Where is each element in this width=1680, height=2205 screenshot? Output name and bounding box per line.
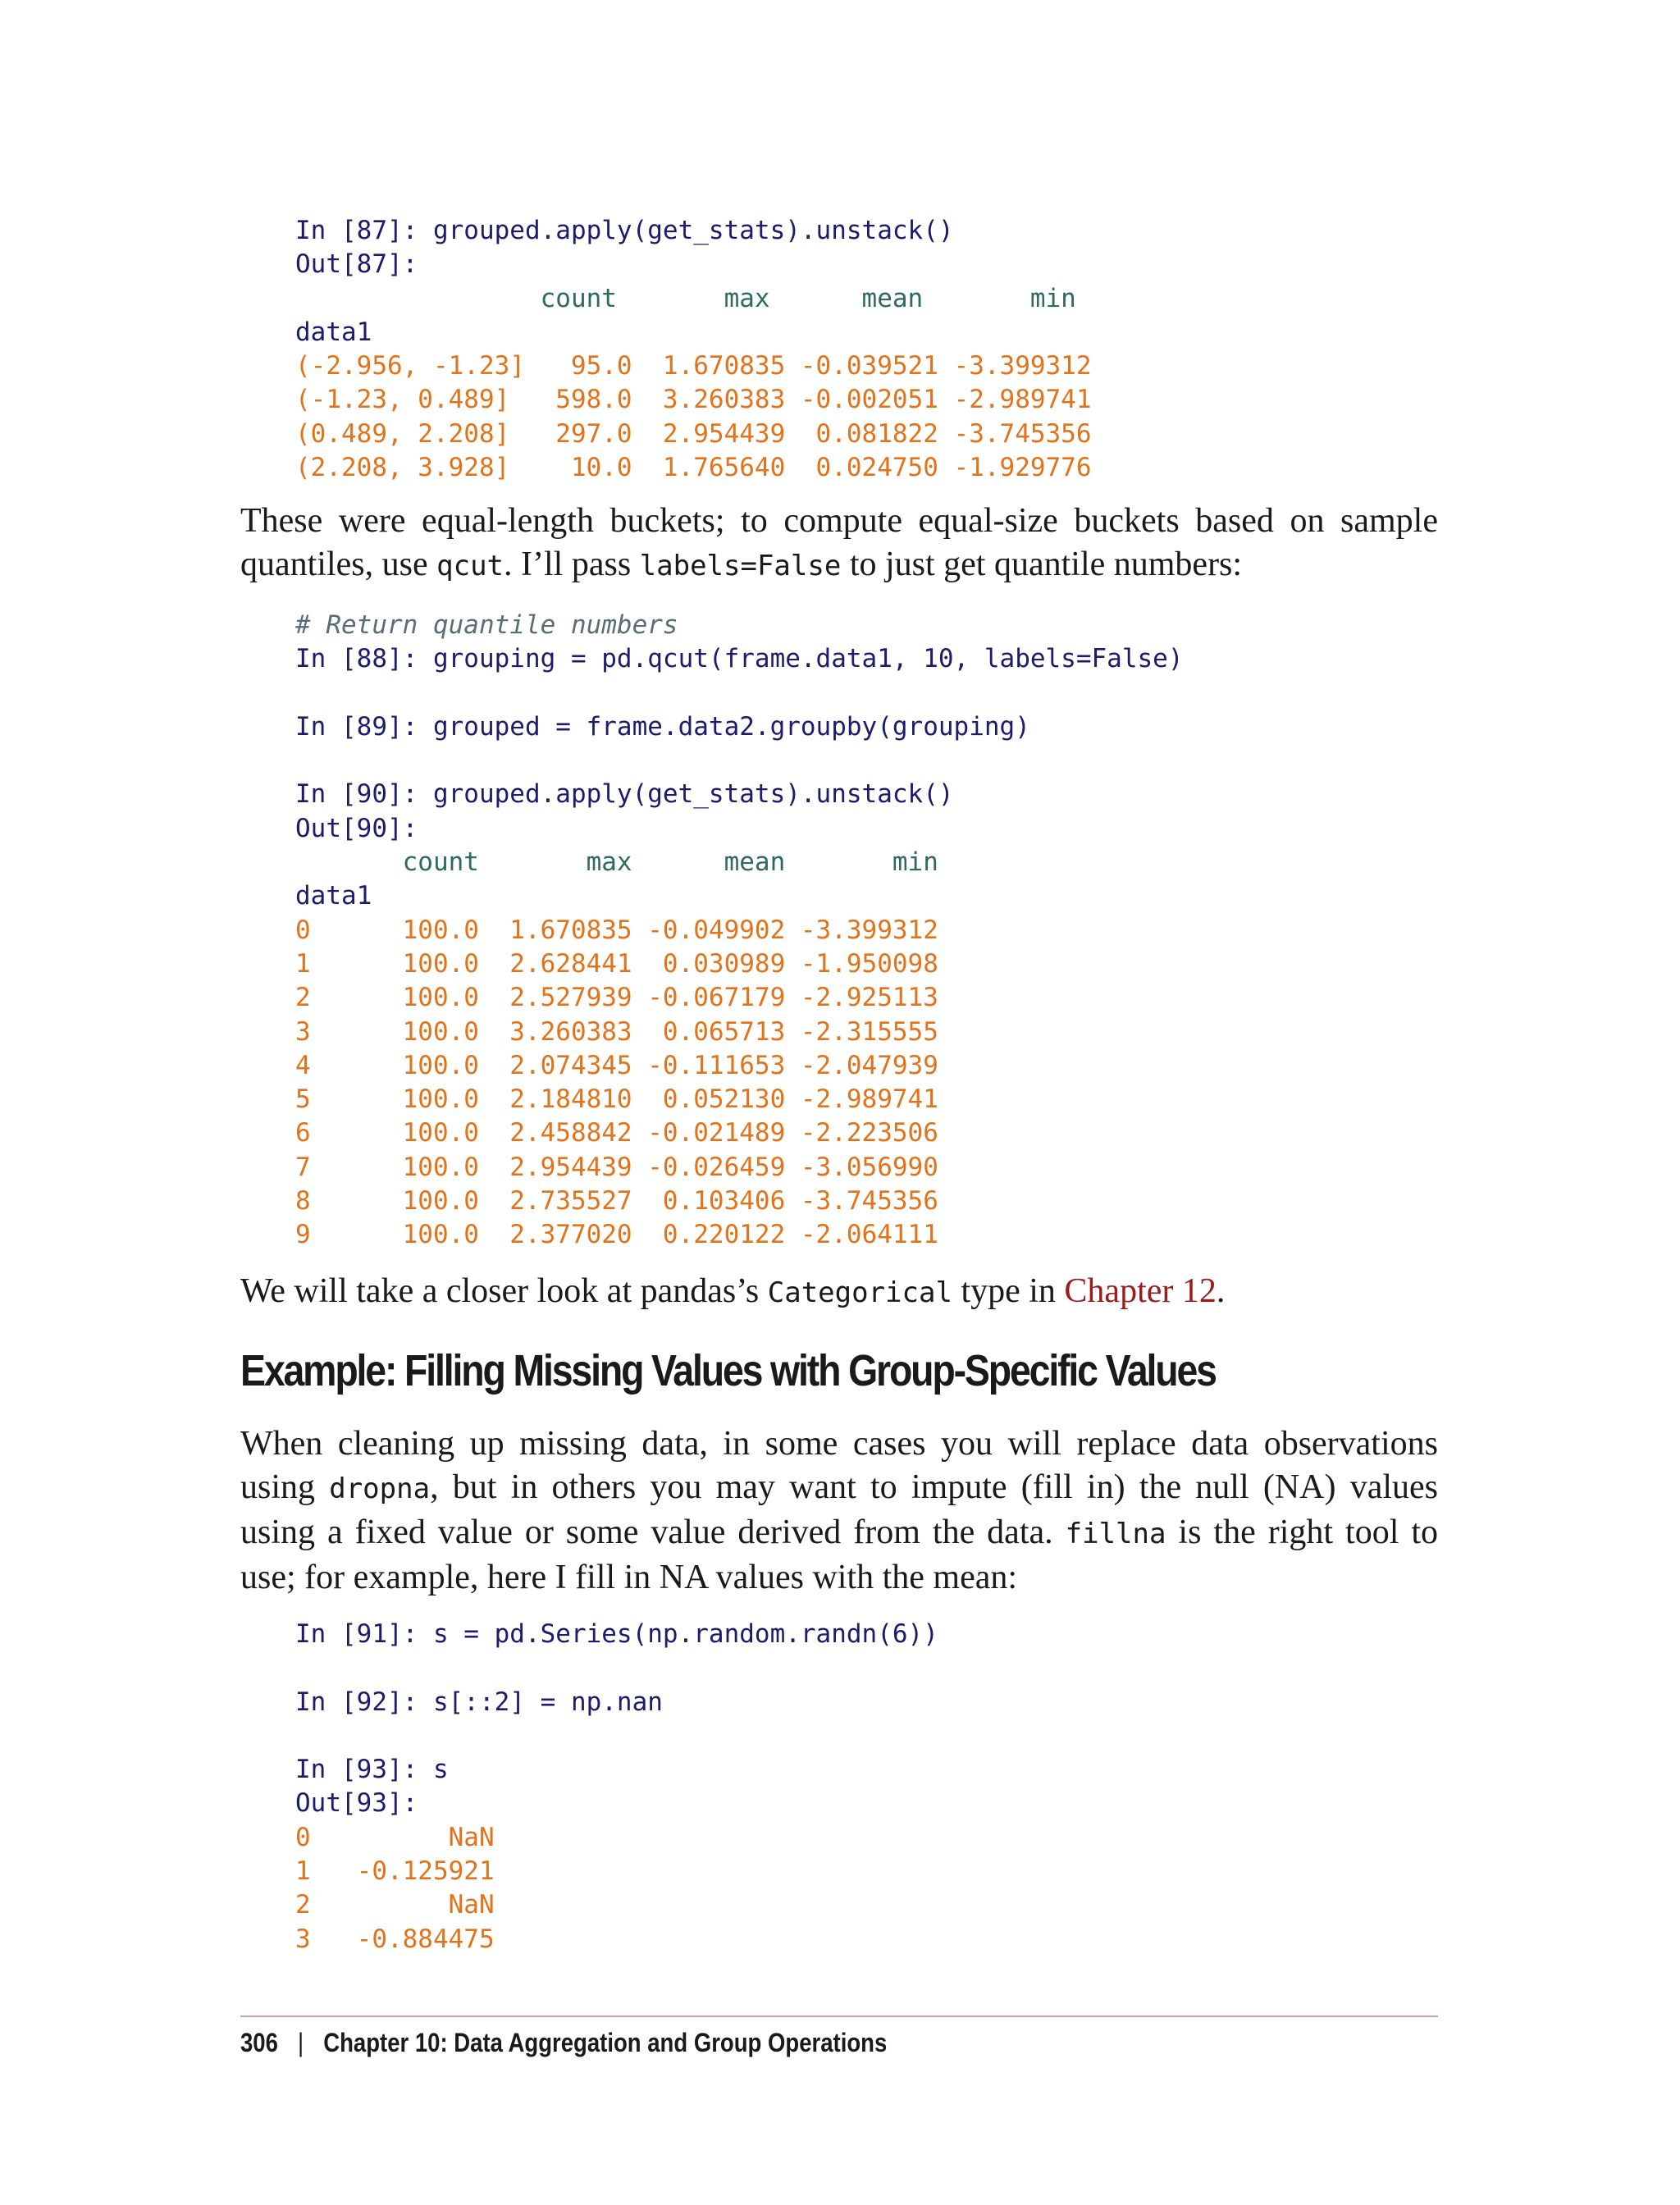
table-row: 3 100.0 3.260383 0.065713 -2.315555 (295, 1016, 938, 1047)
inline-code: fillna (1065, 1518, 1166, 1550)
chapter-link[interactable]: Chapter 12 (1064, 1272, 1217, 1310)
code-comment: # Return quantile numbers (295, 610, 678, 640)
table-row: 9 100.0 2.377020 0.220122 -2.064111 (295, 1220, 938, 1250)
table-index-name: data1 (295, 317, 372, 347)
table-index-name: data1 (295, 881, 372, 911)
code-block-qcut (295, 609, 1184, 1253)
paragraph-categorical (240, 1270, 1438, 1315)
paragraph-fillna (240, 1422, 1438, 1600)
code-line: In [90]: grouped.apply(get_stats).unstack() (295, 779, 954, 810)
table-row: 7 100.0 2.954439 -0.026459 -3.056990 (295, 1152, 938, 1182)
text: to just get quantile numbers: (841, 546, 1243, 583)
table-row: 8 100.0 2.735527 0.103406 -3.745356 (295, 1186, 938, 1217)
table-row: (0.489, 2.208] 297.0 2.954439 0.081822 -3.745356 (295, 418, 1092, 449)
text: type in (952, 1272, 1065, 1310)
table-row: 0 100.0 1.670835 -0.049902 -3.399312 (295, 915, 938, 945)
table-row: 2 100.0 2.527939 -0.067179 -2.925113 (295, 983, 938, 1013)
text: These were equal-length buckets; to compute equal-size buckets based on sample quantiles, use (240, 502, 1438, 583)
table-row: (2.208, 3.928] 10.0 1.765640 0.024750 -1.929776 (295, 453, 1092, 483)
code-line: In [89]: grouped = frame.data2.groupby(grouping) (295, 711, 1030, 742)
table-row: 4 100.0 2.074345 -0.111653 -2.047939 (295, 1050, 938, 1080)
table-header: count max mean min (295, 283, 1076, 313)
code-line: In [88]: grouping = pd.qcut(frame.data1, 10, labels=False) (295, 644, 1184, 674)
table-row: 1 100.0 2.628441 0.030989 -1.950098 (295, 948, 938, 979)
table-row: 5 100.0 2.184810 0.052130 -2.989741 (295, 1084, 938, 1115)
text: We will take a closer look at pandas’s (240, 1272, 768, 1310)
code-line: In [87]: grouped.apply(get_stats).unstack() (295, 216, 954, 245)
inline-code: labels=False (639, 550, 842, 582)
inline-code: Categorical (767, 1276, 952, 1309)
table-row: (-2.956, -1.23] 95.0 1.670835 -0.039521 -3.399312 (295, 351, 1092, 381)
code-line: In [92]: s[::2] = np.nan (295, 1687, 663, 1717)
text: , but in others you may want to impute (fill in) the null (NA) values using a fixed value or some value derived from the data. (240, 1468, 1439, 1551)
footer-divider (240, 2016, 1438, 2017)
code-line: Out[90]: (295, 813, 418, 843)
code-line: In [91]: s = pd.Series(np.random.randn(6)) (295, 1619, 938, 1649)
code-block-groupby-stats (295, 214, 1092, 485)
series-row: 2 NaN (295, 1890, 495, 1920)
chapter-title: Chapter 10: Data Aggregation and Group Operations (323, 2028, 888, 2057)
page-number: 306 (240, 2028, 278, 2057)
text: . I’ll pass (504, 546, 640, 583)
table-row: (-1.23, 0.489] 598.0 3.260383 -0.002051 -2.989741 (295, 385, 1092, 415)
code-line: Out[87]: (295, 249, 418, 280)
text: When cleaning up missing data, in some cases you will replace data observations using (240, 1425, 1438, 1506)
series-row: 0 NaN (295, 1822, 495, 1852)
series-row: 3 -0.884475 (295, 1924, 495, 1954)
code-block-series-nan (295, 1618, 938, 1956)
inline-code: qcut (436, 550, 504, 582)
page-footer (240, 2028, 887, 2058)
text: is the right tool to use; for example, here I fill in NA values with the mean: (240, 1513, 1439, 1596)
code-line: In [93]: s (295, 1755, 449, 1785)
table-row: 6 100.0 2.458842 -0.021489 -2.223506 (295, 1118, 938, 1148)
series-row: 1 -0.125921 (295, 1856, 495, 1887)
text: . (1216, 1272, 1226, 1310)
table-header: count max mean min (295, 847, 938, 878)
section-heading: Example: Filling Missing Values with Group-Specific Values (240, 1346, 1216, 1395)
inline-code: dropna (329, 1472, 431, 1505)
footer-separator: | (297, 2028, 304, 2057)
paragraph-qcut (240, 500, 1438, 588)
code-line: Out[93]: (295, 1788, 418, 1819)
